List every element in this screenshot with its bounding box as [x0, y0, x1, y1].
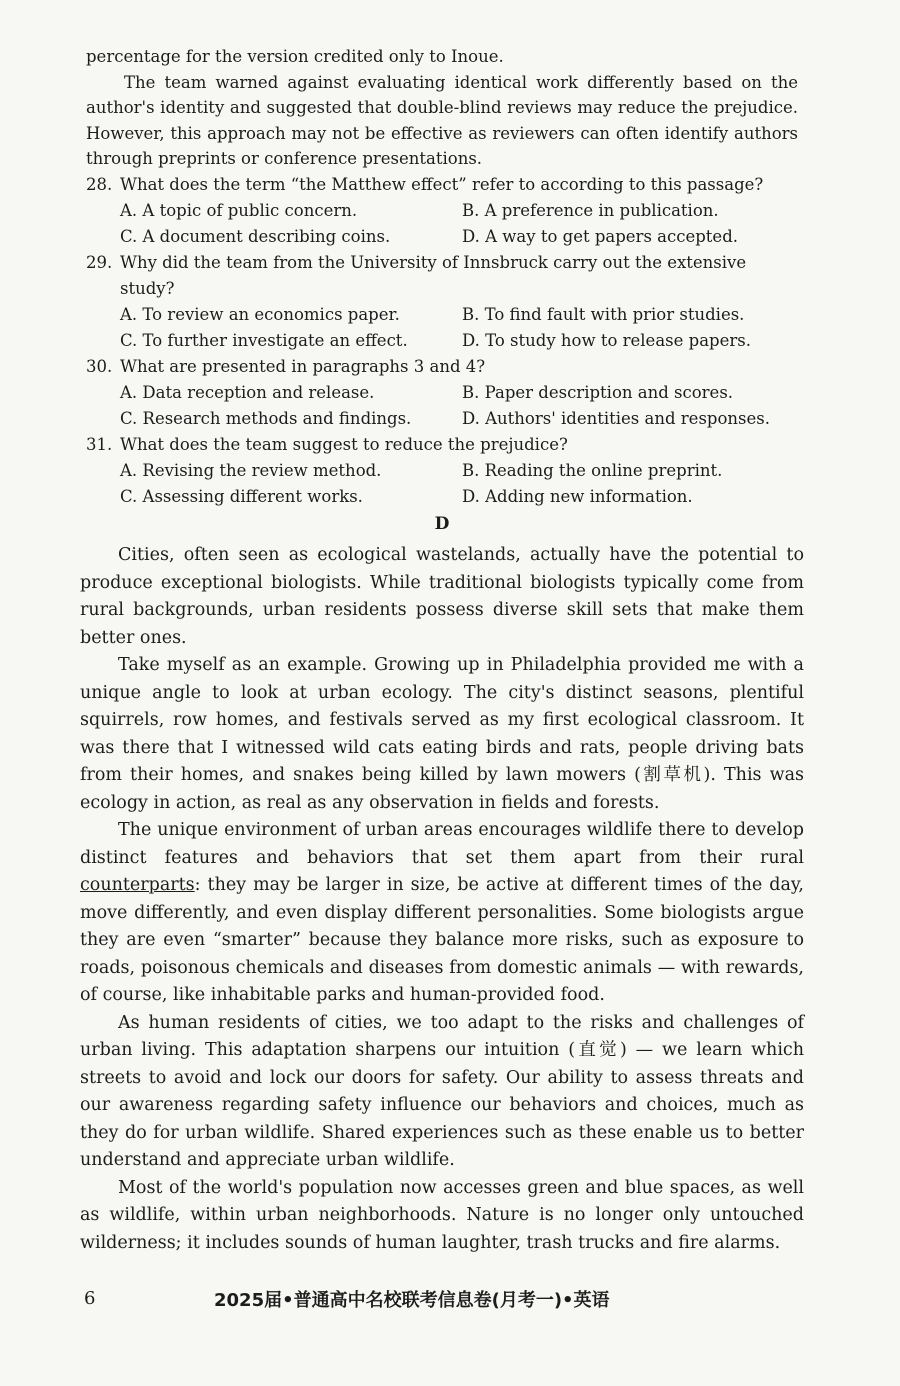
options — [120, 302, 798, 354]
paragraph-3-end: : they may be larger in size, be active at different times of the day, move differently, and even display different personalities. Some biologists argue they are even “smarter” because they balance more risks, such as exposure to roads, poisonous chemicals and diseases from domestic animals — with rewards, of course, like inhabitable parks and human-provided food. — [80, 875, 804, 1005]
question-text: What does the term “the Matthew effect” refer to according to this passage? — [120, 174, 764, 194]
question-stem — [86, 172, 798, 198]
exam-title: 2025届•普通高中名校联考信息卷(月考一)•英语 — [214, 1290, 610, 1311]
paragraph-1: Cities, often seen as ecological wastelands, actually have the potential to produce exceptional biologists. While traditional biologists typically come from rural backgrounds, urban residents possess diverse skill sets that make them better ones. — [80, 545, 804, 648]
previous-passage-end — [86, 44, 798, 538]
question-29 — [86, 250, 798, 354]
option-b: B. A preference in publication. — [462, 200, 719, 220]
paragraph-3 — [80, 817, 804, 1010]
question-number: 31. — [86, 434, 113, 454]
paragraph-2: Take myself as an example. Growing up in Philadelphia provided me with a unique angle to look at urban ecology. The city's distinct seasons, plentiful squirrels, row homes, and festivals served as my first ecological classroom. It was there that I witnessed wild cats eating birds and rats, people driving bats from their homes, and snakes being killed by lawn mowers (割草机). This was ecology in action, as real as any observation in fields and forests. — [80, 655, 804, 813]
option-c: C. To further investigate an effect. — [120, 330, 408, 350]
question-stem — [86, 354, 798, 380]
option-c: C. Research methods and findings. — [120, 408, 412, 428]
passage-d — [80, 542, 804, 1257]
section-heading: D — [434, 513, 450, 534]
options — [120, 198, 798, 250]
option-a: A. A topic of public concern. — [120, 200, 358, 220]
option-a: A. To review an economics paper. — [120, 304, 400, 324]
question-text: What does the team suggest to reduce the prejudice? — [120, 434, 568, 454]
option-c: C. Assessing different works. — [120, 486, 363, 506]
question-stem — [86, 250, 798, 302]
question-number: 28. — [86, 174, 113, 194]
option-a: A. Revising the review method. — [120, 460, 382, 480]
question-stem — [86, 432, 798, 458]
option-b: B. Paper description and scores. — [462, 382, 734, 402]
underlined-word: counterparts — [80, 875, 195, 895]
question-number: 30. — [86, 356, 113, 376]
option-d: D. A way to get papers accepted. — [462, 226, 739, 246]
intro-paragraph: The team warned against evaluating identical work differently based on the author's identity and suggested that double-blind reviews may reduce the prejudice. However, this approach may not be effective as reviewers can often identify authors through preprints or conference presentations. — [86, 72, 798, 168]
intro-line: percentage for the version credited only to Inoue. — [86, 47, 504, 66]
question-31 — [86, 432, 798, 510]
question-30 — [86, 354, 798, 432]
option-c: C. A document describing coins. — [120, 226, 391, 246]
question-28 — [86, 172, 798, 250]
question-number: 29. — [86, 252, 113, 272]
question-text: What are presented in paragraphs 3 and 4? — [120, 356, 486, 376]
paragraph-5: Most of the world's population now accesses green and blue spaces, as well as wildlife, within urban neighborhoods. Nature is no longer only untouched wilderness; it includes sounds of human laughter, trash trucks and fire alarms. — [80, 1177, 804, 1253]
page-number: 6 — [84, 1288, 96, 1309]
option-a: A. Data reception and release. — [120, 382, 375, 402]
option-d: D. Adding new information. — [462, 486, 693, 506]
paragraph-3-start: The unique environment of urban areas encourages wildlife there to develop distinct features and behaviors that set them apart from their rural — [80, 820, 804, 868]
options — [120, 380, 798, 432]
question-text: Why did the team from the University of Innsbruck carry out the extensive study? — [120, 252, 747, 298]
option-b: B. Reading the online preprint. — [462, 460, 723, 480]
option-d: D. To study how to release papers. — [462, 330, 751, 350]
paragraph-4: As human residents of cities, we too adapt to the risks and challenges of urban living. This adaptation sharpens our intuition (直觉) — we learn which streets to avoid and lock our doors for safety. Our ability to assess threats and our awareness regarding safety influence our behaviors and choices, much as they do for urban wildlife. Shared experiences such as these enable us to better understand and appreciate urban wildlife. — [80, 1012, 804, 1170]
option-b: B. To find fault with prior studies. — [462, 304, 745, 324]
option-d: D. Authors' identities and responses. — [462, 408, 770, 428]
options — [120, 458, 798, 510]
